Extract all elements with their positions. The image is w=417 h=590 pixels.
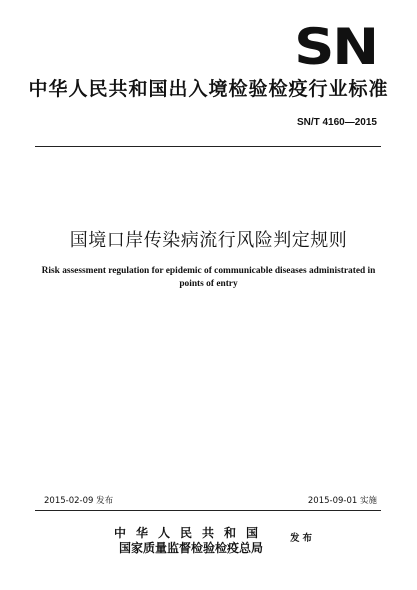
issuer-block [96,526,286,556]
issue-label: 发布 [290,533,316,544]
issuer-agency: 国家质量监督检验检疫总局 [118,541,263,555]
issue-date: 2015-02-09 发布 [44,496,114,506]
implementation-date: 2015-09-01 实施 [307,496,377,506]
header-divider [35,146,381,147]
footer-divider [35,510,381,511]
document-title-chinese: 国境口岸传染病流行风险判定规则 [69,230,348,251]
standard-number: SN/T 4160—2015 [296,117,377,128]
standard-category: 中华人民共和国出入境检验检疫行业标准 [28,78,389,100]
document-title-english: Risk assessment regulation for epidemic of communicable diseases administrated in points of entry [41,266,376,289]
sn-logo: SN [294,18,377,76]
issuer-country: 中华人民共和国 [113,526,268,540]
